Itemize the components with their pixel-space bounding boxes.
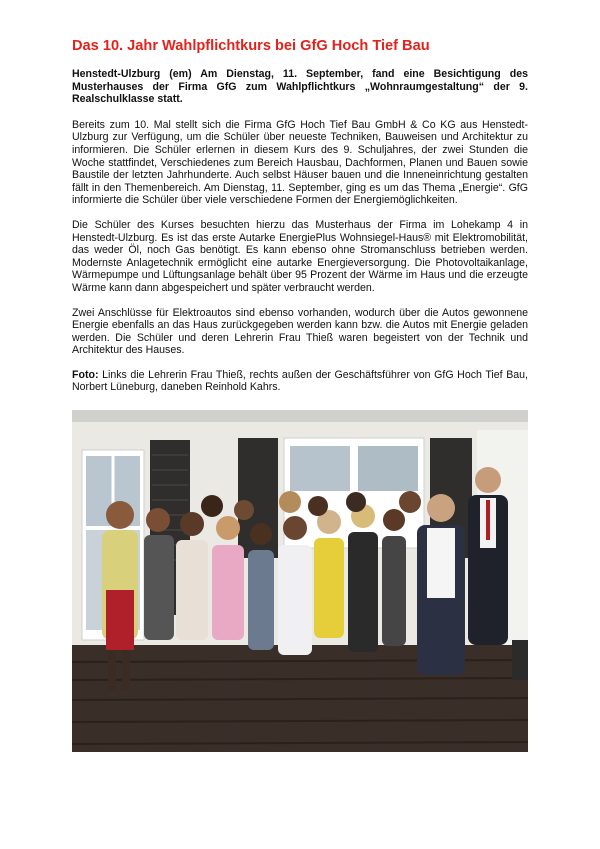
article-lead: Henstedt-Ulzburg (em) Am Dienstag, 11. September, fand eine Besichtigung des Musterhauses der Firma GfG zum Wahlpflichtkurs „Wohnraumgestaltung“ der 9. Realschulklasse statt. — [72, 68, 528, 106]
article — [72, 38, 528, 394]
article-paragraph-1: Bereits zum 10. Mal stellt sich die Firma GfG Hoch Tief Bau GmbH & Co KG aus Henstedt-Ulzburg zur Verfügung, um die Schüler über neueste Techniken, Bauweisen und Architektur zu informieren. Die Schüler erlernen in diesem Kurs des 9. Schuljahres, der zwei Stunden die Woche stattfindet, Verschiedenes zum Bereich Hausbau, Dachformen, Planen und Bauen sowie Baustile der letzten Jahrhunderte. Auch selbst Häuser bauen und die Inneneinrichtung gestalten fällt in den Themenbereich. Am Dienstag, 11. September, ging es um das Thema „Energie“. GfG informierte die Schüler über viele verschiedene Formen der Energiemöglichkeiten. — [72, 118, 528, 207]
caption-text: Links die Lehrerin Frau Thieß, rechts außen der Geschäftsführer von GfG Hoch Tief Bau, Norbert Lüneburg, daneben Reinhold Kahrs. — [72, 368, 528, 394]
group-photo — [72, 410, 528, 752]
photo-caption — [72, 369, 528, 394]
article-paragraph-3: Zwei Anschlüsse für Elektroautos sind ebenso vorhanden, wodurch über die Autos gewonnene Energie ebenfalls an das Haus zurückgegeben werden kann bzw. die Autos mit Energie geladen werden. Die Schüler und deren Lehrerin Frau Thieß waren begeistert von der Technik und Architektur des Hauses. — [72, 306, 528, 357]
caption-label: Foto: — [72, 368, 99, 381]
article-title: Das 10. Jahr Wahlpflichtkurs bei GfG Hoch Tief Bau — [72, 38, 430, 54]
group-photo-illustration — [72, 410, 528, 752]
article-paragraph-2: Die Schüler des Kurses besuchten hierzu das Musterhaus der Firma im Lohekamp 4 in Henstedt-Ulzburg. Es ist das erste Autarke EnergiePlus Wohnsiegel-Haus® mit Elektromobilität, das weder Öl, noch Gas benötigt. Es kann ebenso ohne Stromanschluss betrieben werden. Modernste Anlagetechnik ermöglicht eine autarke Energieversorgung. Die Photovoltaikanlage, Wärmepumpe und Lüftungsanlage behält über 95 Prozent der Wärme im Haus und die erzeugte Wärme kann dann abgespeichert und später verbraucht werden. — [72, 218, 528, 294]
